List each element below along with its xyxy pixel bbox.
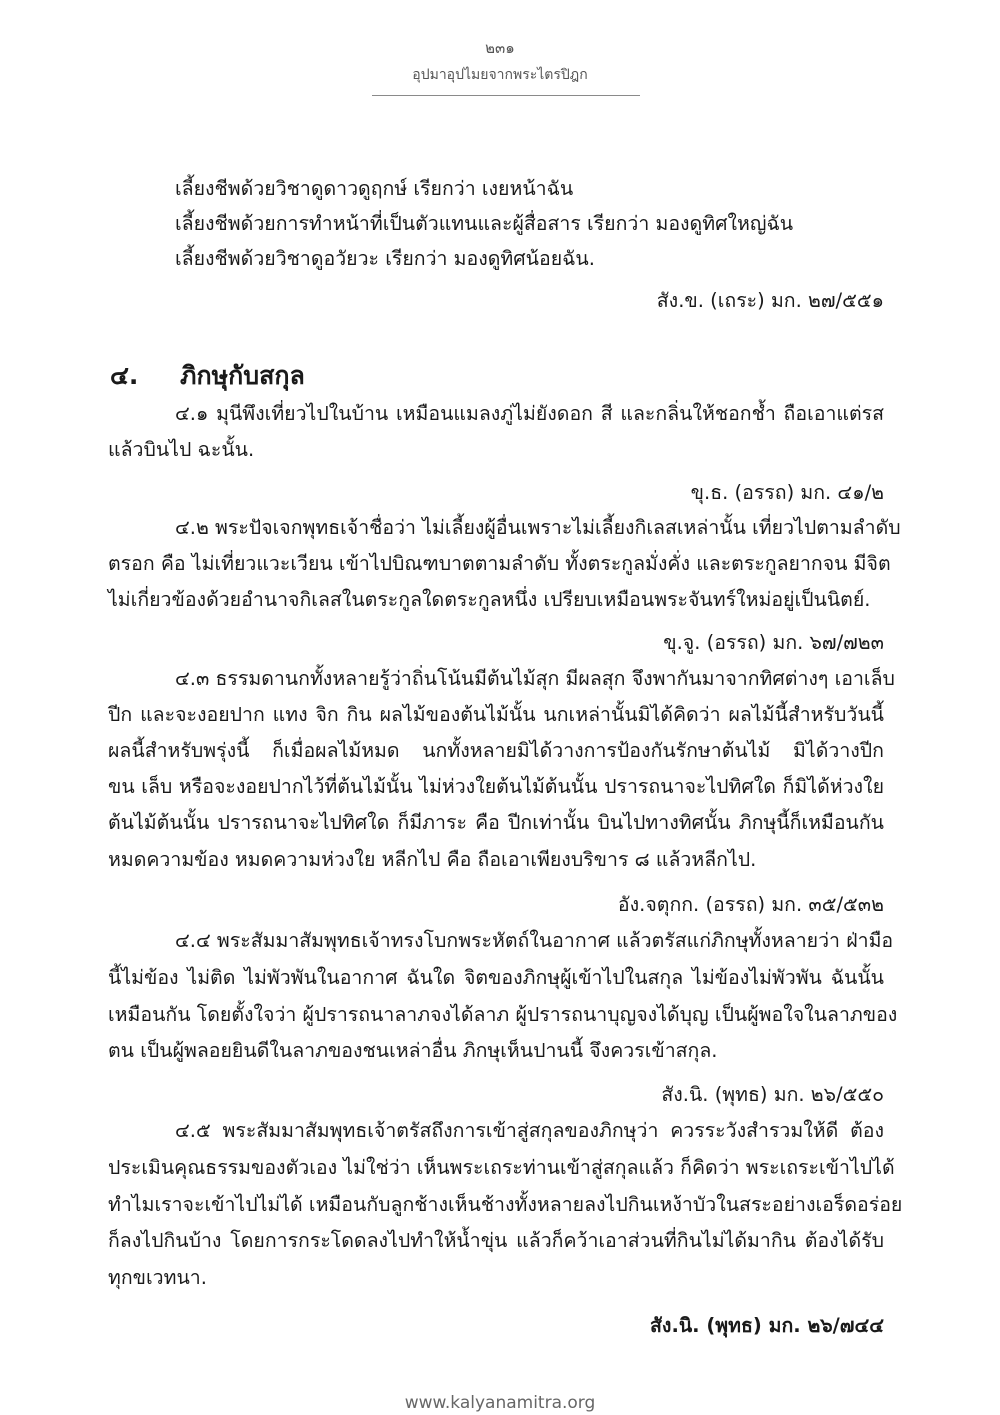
paragraph-line: ผลนี้สำหรับพรุ่งนี้ ก็เมื่อผลไม้หมด นกทั้งหลายมิได้วางการป้องกันรักษาต้นไม้ มิได้วางปีก [108,739,884,762]
paragraph-line: เหมือนกัน โดยตั้งใจว่า ผู้ปรารถนาลาภจงได้ลาภ ผู้ปรารถนาบุญจงได้บุญ เป็นผู้พอใจในลาภของ [108,1003,898,1026]
intro-line: เลี้ยงชีพด้วยวิชาดูอวัยวะ เรียกว่า มองดูทิศน้อยฉัน. [175,247,595,270]
intro-line: เลี้ยงชีพด้วยการทำหน้าที่เป็นตัวแทนและผู้สื่อสาร เรียกว่า มองดูทิศใหญ่ฉัน [175,212,794,235]
reference-citation: อัง.จตุกก. (อรรถ) มก. ๓๕/๕๓๒ [617,893,884,916]
reference-citation: ขุ.ธ. (อรรถ) มก. ๔๑/๒ [690,481,884,504]
section-title: ภิกษุกับสกุล [180,361,305,390]
paragraph-line: ประเมินคุณธรรมของตัวเอง ไม่ใช่ว่า เห็นพระเถระท่านเข้าสู่สกุลแล้ว ก็คิดว่า พระเถระเข้าไปได้ [108,1156,895,1179]
website-footer[interactable]: www.kalyanamitra.org [404,1393,596,1413]
paragraph-line: แล้วบินไป ฉะนั้น. [108,438,255,461]
paragraph-line: ๔.๓ ธรรมดานกทั้งหลายรู้ว่าถิ่นโน้นมีต้นไม้สุก มีผลสุก จึงพากันมาจากทิศต่างๆ เอาเล็บ [175,667,895,690]
paragraph-line: ปีก และจะงอยปาก แทง จิก กิน ผลไม้ของต้นไม้นั้น นกเหล่านั้นมิได้คิดว่า ผลไม้นี้สำหรับวันนี้ [108,703,884,726]
reference-citation: ขุ.จู. (อรรถ) มก. ๖๗/๗๒๓ [663,631,884,654]
paragraph-line: นี้ไม่ข้อง ไม่ติด ไม่พัวพันในอากาศ ฉันใด จิตของภิกษุผู้เข้าไปในสกุล ไม่ข้องไม่พัวพัน ฉันนั้น [108,966,884,989]
paragraph-line: ไม่เกี่ยวข้องด้วยอำนาจกิเลสในตระกูลใดตระกูลหนึ่ง เปรียบเหมือนพระจันทร์ใหม่อยู่เป็นนิตย์. [108,588,871,611]
paragraph-line: ๔.๑ มุนีพึงเที่ยวไปในบ้าน เหมือนแมลงภู่ไม่ยังดอก สี และกลิ่นให้ชอกช้ำ ถือเอาแต่รส [175,402,884,425]
paragraph-line: ต้นไม้ต้นนั้น ปรารถนาจะไปทิศใด ก็มีภาระ คือ ปีกเท่านั้น บินไปทางทิศนั้น ภิกษุนี้ก็เหมือนกัน [108,811,884,834]
reference-citation: สัง.ข. (เถระ) มก. ๒๗/๕๕๑ [656,289,884,312]
paragraph-line: หมดความข้อง หมดความห่วงใย หลีกไป คือ ถือเอาเพียงบริขาร ๘ แล้วหลีกไป. [108,848,757,871]
section-number: ๔. [110,361,139,390]
paragraph-line: ก็ลงไปกินบ้าง โดยการกระโดดลงไปทำให้น้ำขุ่น แล้วก็คว้าเอาส่วนที่กินไม่ได้มากิน ต้องได้รับ [108,1229,884,1252]
reference-citation: สัง.นิ. (พุทธ) มก. ๒๖/๗๔๔ [650,1314,884,1337]
header-divider [372,95,640,96]
reference-citation: สัง.นิ. (พุทธ) มก. ๒๖/๕๕๐ [661,1083,884,1106]
book-title: อุปมาอุปไมยจากพระไตรปิฎก [412,67,588,83]
paragraph-line: ตน เป็นผู้พลอยยินดีในลาภของชนเหล่าอื่น ภิกษุเห็นปานนี้ จึงควรเข้าสกุล. [108,1039,718,1062]
paragraph-line: ๔.๕ พระสัมมาสัมพุทธเจ้าตรัสถึงการเข้าสู่สกุลของภิกษุว่า ควรระวังสำรวมให้ดี ต้อง [175,1119,884,1142]
paragraph-line: ตรอก คือ ไม่เที่ยวแวะเวียน เข้าไปบิณฑบาตตามลำดับ ทั้งตระกูลมั่งคั่ง และตระกูลยากจน มีจิต [108,552,891,575]
paragraph-line: ๔.๒ พระปัจเจกพุทธเจ้าชื่อว่า ไม่เลี้ยงผู้อื่นเพราะไม่เลี้ยงกิเลสเหล่านั้น เที่ยวไปตามลำดับ [175,516,901,539]
page-number: ๒๓๑ [485,39,515,57]
intro-line: เลี้ยงชีพด้วยวิชาดูดาวดูฤกษ์ เรียกว่า เงยหน้าฉัน [175,177,574,200]
paragraph-line: ทำไมเราจะเข้าไปไม่ได้ เหมือนกับลูกช้างเห็นช้างทั้งหลายลงไปกินเหง้าบัวในสระอย่างเอร็ดอร่อย [108,1193,903,1216]
paragraph-line: ทุกขเวทนา. [108,1266,207,1289]
paragraph-line: ๔.๔ พระสัมมาสัมพุทธเจ้าทรงโบกพระหัตถ์ในอากาศ แล้วตรัสแก่ภิกษุทั้งหลายว่า ฝ่ามือ [175,929,894,952]
paragraph-line: ขน เล็บ หรือจะงอยปากไว้ที่ต้นไม้นั้น ไม่ห่วงใยต้นไม้ต้นนั้น ปรารถนาจะไปทิศใด ก็มิได้ห่วงใย [108,775,884,798]
